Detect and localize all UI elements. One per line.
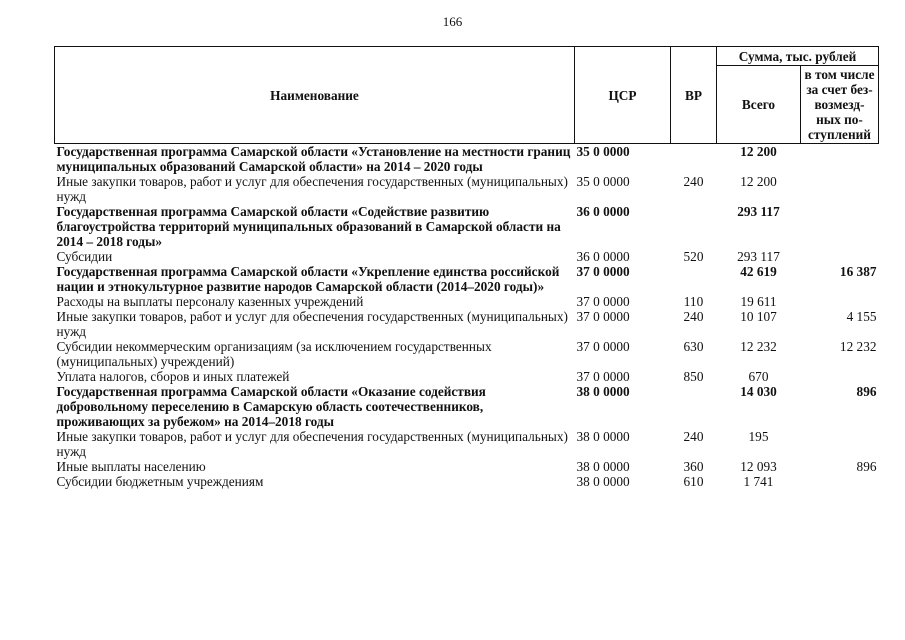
row-free-receipts: 4 155 [846, 309, 877, 324]
row-csr: 35 0 0000 [576, 174, 630, 189]
header-vr: ВР [671, 47, 717, 144]
row-free-receipts: 12 232 [839, 339, 877, 354]
row-free-receipts [801, 144, 879, 175]
row-free-receipts: 16 387 [839, 264, 877, 279]
row-total: 14 030 [740, 384, 777, 399]
row-vr [671, 384, 717, 429]
table-row [55, 474, 879, 489]
row-total: 195 [748, 429, 769, 444]
header-total: Всего [717, 66, 801, 144]
row-total: 293 117 [737, 204, 780, 219]
row-csr: 37 0 0000 [576, 264, 630, 279]
row-csr: 38 0 0000 [576, 474, 630, 489]
row-free-receipts [801, 204, 879, 249]
table-row [55, 369, 879, 384]
table-row [55, 309, 879, 339]
table-row [55, 144, 879, 175]
row-csr: 38 0 0000 [576, 459, 630, 474]
row-csr: 37 0 0000 [576, 369, 630, 384]
row-csr: 36 0 0000 [576, 249, 630, 264]
row-csr: 38 0 0000 [576, 429, 630, 444]
row-name: Государственная программа Самарской области «Содействие развитию благоустройства территорий муниципальных образований в Самарской области на 2014 – 2018 годы» [56, 204, 561, 249]
header-csr: ЦСР [575, 47, 671, 144]
row-name: Иные выплаты населению [56, 459, 206, 474]
row-total: 293 117 [737, 249, 780, 264]
row-total: 12 200 [740, 174, 777, 189]
header-sum-group: Сумма, тыс. рублей [717, 47, 879, 66]
row-free-receipts: 896 [856, 384, 877, 399]
row-csr: 36 0 0000 [576, 204, 630, 219]
row-vr: 850 [683, 369, 704, 384]
page-number: 166 [442, 14, 463, 29]
row-vr: 520 [683, 249, 704, 264]
row-free-receipts [801, 429, 879, 459]
table-row [55, 294, 879, 309]
row-total: 12 200 [740, 144, 777, 159]
table-body [55, 144, 879, 490]
table-header [55, 47, 879, 144]
header-free-receipts: в том числе за счет без-возмезд-ных по-ступлений [801, 66, 879, 144]
row-name: Субсидии бюджетным учреждениям [56, 474, 264, 489]
row-free-receipts: 896 [856, 459, 877, 474]
row-total: 670 [748, 369, 769, 384]
budget-table [54, 46, 879, 489]
row-total: 12 232 [740, 339, 777, 354]
row-name: Иные закупки товаров, работ и услуг для обеспечения государственных (муниципальных) нужд [56, 309, 568, 339]
row-csr: 37 0 0000 [576, 294, 630, 309]
row-total: 10 107 [740, 309, 777, 324]
row-free-receipts [801, 474, 879, 489]
row-total: 19 611 [740, 294, 777, 309]
table-row [55, 429, 879, 459]
row-vr: 240 [683, 174, 704, 189]
row-free-receipts [801, 174, 879, 204]
row-total: 12 093 [740, 459, 777, 474]
row-name: Субсидии некоммерческим организациям (за исключением государственных (муниципальных) учреждений) [56, 339, 492, 369]
table-row [55, 174, 879, 204]
row-total: 42 619 [740, 264, 777, 279]
row-total: 1 741 [743, 474, 774, 489]
row-name: Государственная программа Самарской области «Оказание содействия добровольному переселению в Самарскую область соотечественников, проживающих за рубежом» на 2014–2018 годы [56, 384, 486, 429]
row-name: Государственная программа Самарской области «Укрепление единства российской нации и этнокультурное развитие народов Самарской области (2014–2020 годы)» [56, 264, 560, 294]
row-name: Уплата налогов, сборов и иных платежей [56, 369, 290, 384]
row-vr: 360 [683, 459, 704, 474]
row-name: Субсидии [56, 249, 113, 264]
row-vr: 630 [683, 339, 704, 354]
row-vr: 240 [683, 429, 704, 444]
row-vr: 110 [683, 294, 704, 309]
row-name: Иные закупки товаров, работ и услуг для обеспечения государственных (муниципальных) нужд [56, 429, 568, 459]
row-vr: 240 [683, 309, 704, 324]
row-vr [671, 264, 717, 294]
row-csr: 38 0 0000 [576, 384, 630, 399]
table-row [55, 249, 879, 264]
table-row [55, 384, 879, 429]
row-name: Государственная программа Самарской области «Установление на местности границ муниципальных образований Самарской области» на 2014 – 2020 годы [56, 144, 571, 174]
row-free-receipts [801, 249, 879, 264]
table-row [55, 264, 879, 294]
row-vr: 610 [683, 474, 704, 489]
row-name: Иные закупки товаров, работ и услуг для обеспечения государственных (муниципальных) нужд [56, 174, 568, 204]
row-vr [671, 204, 717, 249]
row-csr: 37 0 0000 [576, 339, 630, 354]
header-name: Наименование [55, 47, 575, 144]
table-row [55, 459, 879, 474]
row-name: Расходы на выплаты персоналу казенных учреждений [56, 294, 364, 309]
row-csr: 35 0 0000 [576, 144, 630, 159]
row-csr: 37 0 0000 [576, 309, 630, 324]
row-free-receipts [801, 369, 879, 384]
row-vr [671, 144, 717, 175]
table-row [55, 339, 879, 369]
table-row [55, 204, 879, 249]
row-free-receipts [801, 294, 879, 309]
